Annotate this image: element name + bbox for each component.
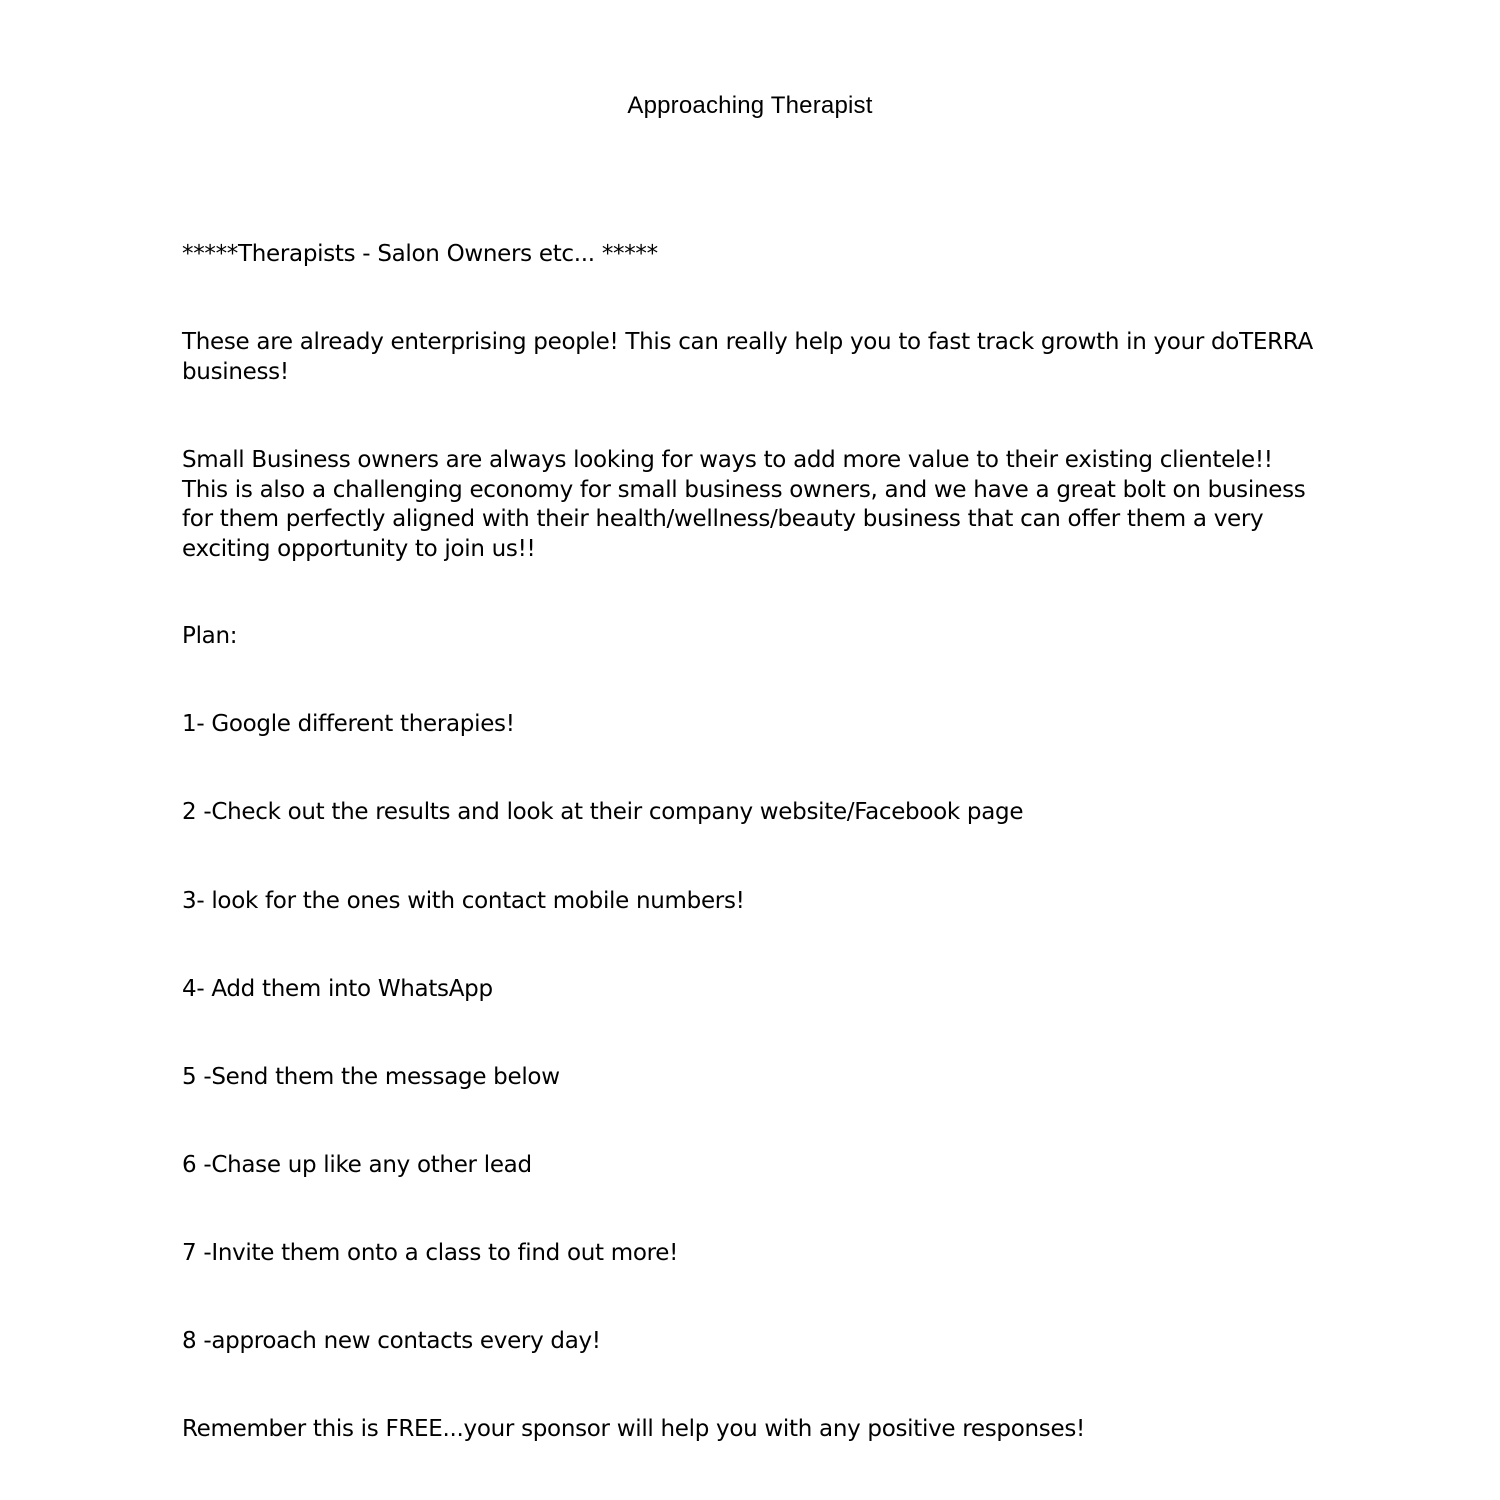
closing-note: Remember this is FREE...your sponsor will help you with any positive responses! — [182, 1416, 1085, 1442]
plan-step-1: 1- Google different therapies! — [182, 711, 515, 737]
document-title: Approaching Therapist — [627, 92, 873, 119]
plan-step-4: 4- Add them into WhatsApp — [182, 976, 493, 1002]
plan-step-7: 7 -Invite them onto a class to find out more! — [182, 1240, 679, 1266]
plan-step-8: 8 -approach new contacts every day! — [182, 1328, 601, 1354]
plan-step-5: 5 -Send them the message below — [182, 1064, 560, 1090]
plan-step-2: 2 -Check out the results and look at their company website/Facebook page — [182, 799, 1024, 825]
plan-heading: Plan: — [182, 623, 238, 649]
plan-step-3: 3- look for the ones with contact mobile numbers! — [182, 888, 745, 914]
business-owners-paragraph: Small Business owners are always looking for ways to add more value to their existing clientele!! This is also a challenging economy for small business owners, and we have a great bolt on business for them perfectly aligned with their health/wellness/beauty business that can offer them a very exciting opportunity to join us!! — [182, 447, 1306, 562]
subtitle-line: *****Therapists - Salon Owners etc... ***** — [182, 241, 658, 267]
intro-paragraph: These are already enterprising people! This can really help you to fast track growth in your doTERRA business! — [182, 329, 1313, 385]
plan-step-6: 6 -Chase up like any other lead — [182, 1152, 532, 1178]
